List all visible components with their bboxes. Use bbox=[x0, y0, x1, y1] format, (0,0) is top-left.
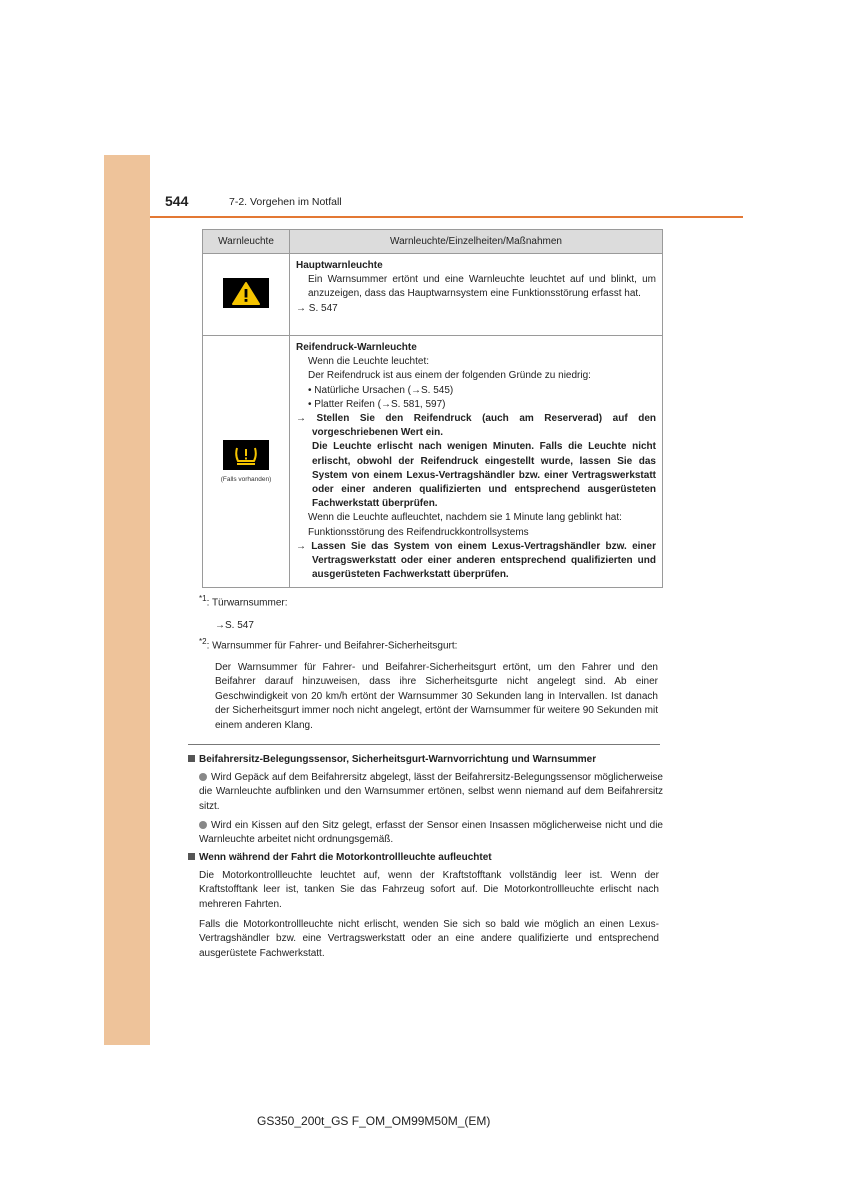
reason-bullet: • Natürliche Ursachen (→S. 545) bbox=[308, 384, 454, 396]
square-bullet-icon bbox=[188, 755, 195, 762]
icon-cell bbox=[203, 336, 290, 588]
when-on-label: Wenn die Leuchte leuchtet: bbox=[308, 356, 430, 368]
body-paragraph: Falls die Motorkontrollleuchte nicht erlischt, wenden Sie sich so bald wie möglich an einen Lexus-Vertragshändler bzw. eine Vertragswerkstatt oder an eine andere qualifizierte und entsprechend ausgerüstete Fachwerkstatt. bbox=[199, 919, 659, 959]
table-row bbox=[203, 336, 663, 588]
table-row bbox=[203, 254, 663, 336]
round-bullet-icon bbox=[199, 821, 207, 829]
section-divider bbox=[188, 744, 660, 745]
table-header-details: Warnleuchte/Einzelheiten/Maßnahmen bbox=[290, 230, 663, 254]
round-bullet-icon bbox=[199, 773, 207, 781]
action-text: → Lassen Sie das System von einem Lexus-Vertragshändler bzw. einer Vertragswerkstatt oder einer anderen entsprechend qualifizierten und ausgerüsteten Fachwerkstatt überprüfen. bbox=[296, 540, 656, 581]
row-title: Hauptwarnleuchte bbox=[296, 260, 383, 271]
footnote-mark: *1 bbox=[199, 594, 207, 603]
malfunction-text: Funktionsstörung des Reifendruckkontrollsystems bbox=[308, 526, 529, 538]
footnote-text: : Warnsummer für Fahrer- und Beifahrer-Sicherheitsgurt: bbox=[206, 640, 458, 652]
footnote-1 bbox=[199, 594, 288, 608]
icon-cell bbox=[203, 254, 290, 336]
footnote-text: : Türwarnsummer: bbox=[206, 597, 288, 609]
icon-note: (Falls vorhanden) bbox=[220, 476, 272, 484]
square-bullet-icon bbox=[188, 853, 195, 860]
warning-triangle-icon bbox=[223, 278, 269, 308]
detail-cell bbox=[290, 254, 663, 336]
body-paragraph: Die Motorkontrollleuchte leuchtet auf, wenn der Kraftstofftank vollständig leer ist. Wenn der Kraftstofftank leer ist, tanken Sie das Fahrzeug sofort auf. Die Motorkontrollleuchte erlischt nach mehreren Fahrten. bbox=[199, 870, 659, 910]
bullet-item: Wird ein Kissen auf den Sitz gelegt, erfasst der Sensor einen Insassen möglicherweise nicht und die Warnleuchte arbeitet nicht ordnungsgemäß. bbox=[199, 820, 663, 846]
action-continuation: Die Leuchte erlischt nach wenigen Minuten. Falls die Leuchte nicht erlischt, obwohl der Reifendruck eingestellt wurde, lassen Sie das System von einem Lexus-Vertragshändler bzw. einer Vertragswerkstatt oder einer anderen qualifizierten und entsprechend ausgerüsteten Fachwerkstatt überprüfen. bbox=[312, 441, 656, 510]
table-header-warnleuchte: Warnleuchte bbox=[203, 230, 290, 254]
action-text: → Stellen Sie den Reifendruck (auch am Reserverad) auf den vorgeschriebenen Wert ein. bbox=[296, 413, 656, 439]
document-code: GS350_200t_GS F_OM_OM99M50M_(EM) bbox=[257, 1114, 491, 1128]
footnote-paragraph: Der Warnsummer für Fahrer- und Beifahrer-Sicherheitsgurt ertönt, um den Fahrer und den Beifahrer darauf hinzuweisen, dass ihre Sicherheitsgurte nicht angelegt sind. Ab einer Geschwindigkeit von 20 km/h ertönt der Warnsummer 30 Sekunden lang in Intervallen. Ist danach der Sicherheitsgurt immer noch nicht angelegt, ertönt der Warnsummer für weitere 90 Sekunden mit einem anderen Klang. bbox=[215, 662, 658, 731]
reason-bullet: • Platter Reifen (→S. 581, 597) bbox=[308, 398, 446, 410]
when-blink-label: Wenn die Leuchte aufleuchtet, nachdem sie 1 Minute lang geblinkt hat: bbox=[308, 512, 622, 524]
section-heading: Beifahrersitz-Belegungssensor, Sicherheitsgurt-Warnvorrichtung und Warnsummer bbox=[188, 754, 596, 765]
row-text: Ein Warnsummer ertönt und eine Warnleuchte leuchtet auf und blinkt, um anzuzeigen, dass das Hauptwarnsystem eine Funktionsstörung erfasst hat. bbox=[308, 274, 656, 300]
footnote-reference: →S. 547 bbox=[215, 620, 254, 631]
page-number: 544 bbox=[165, 193, 189, 209]
detail-cell bbox=[290, 336, 663, 588]
warning-light-table bbox=[202, 229, 663, 588]
table-header-row bbox=[203, 230, 663, 254]
section-title: 7-2. Vorgehen im Notfall bbox=[229, 196, 342, 208]
row-title: Reifendruck-Warnleuchte bbox=[296, 342, 417, 353]
header-rule bbox=[150, 216, 743, 218]
bullet-item: Wird Gepäck auf dem Beifahrersitz abgelegt, lässt der Beifahrersitz-Belegungssensor möglicherweise die Warnleuchte aufblinken und den Warnsummer ertönen, selbst wenn niemand auf dem Beifahrersitz sitzt. bbox=[199, 772, 663, 812]
side-color-band bbox=[104, 155, 150, 1045]
reason-intro: Der Reifendruck ist aus einem der folgenden Gründe zu niedrig: bbox=[308, 370, 591, 382]
footnote-mark: *2 bbox=[199, 637, 207, 646]
page-reference: → S. 547 bbox=[296, 302, 338, 314]
tire-pressure-icon bbox=[223, 440, 269, 470]
footnote-2 bbox=[199, 637, 457, 651]
section-heading: Wenn während der Fahrt die Motorkontrollleuchte aufleuchtet bbox=[188, 852, 492, 863]
